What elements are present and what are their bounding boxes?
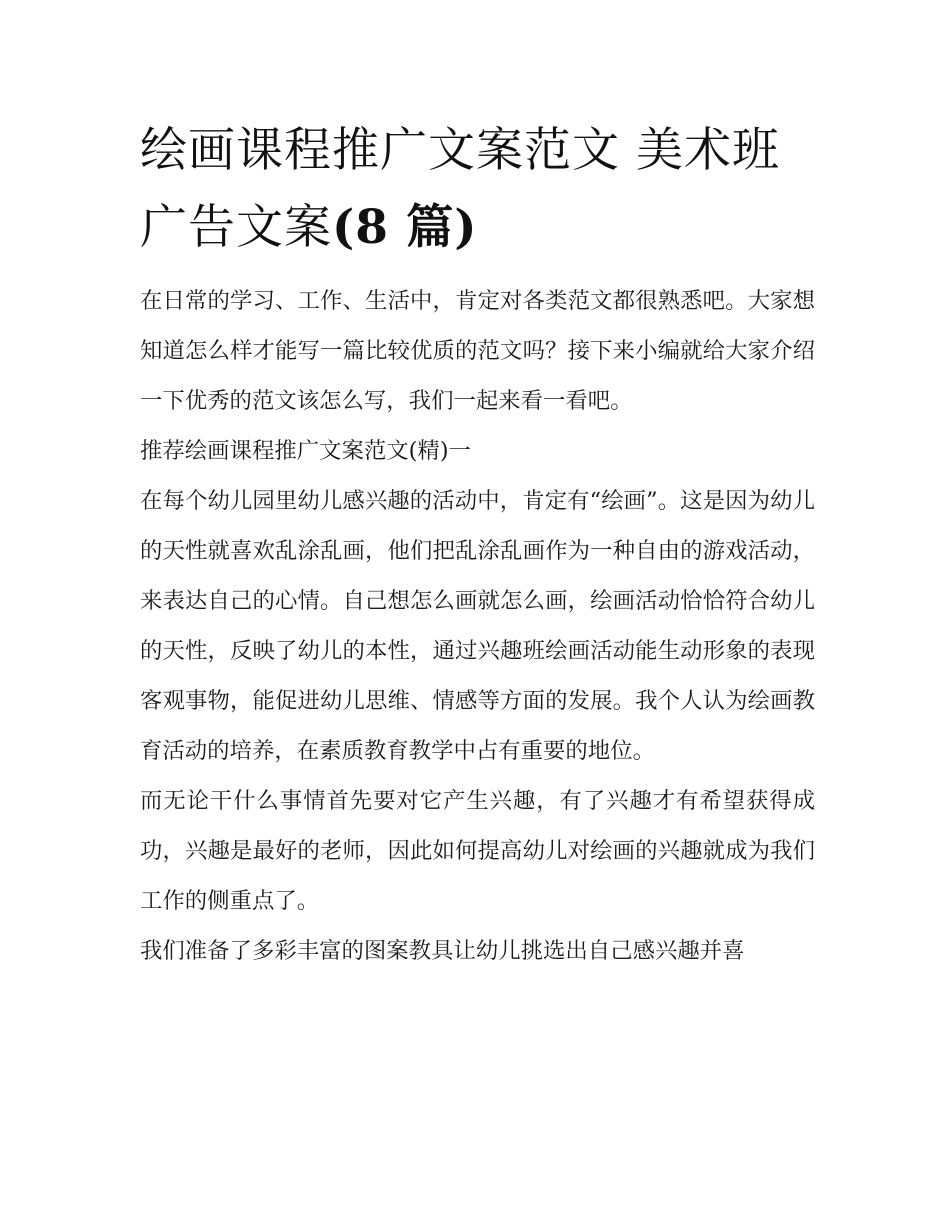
document-body	[140, 276, 815, 976]
body-paragraph: 在每个幼儿园里幼儿感兴趣的活动中，肯定有“绘画”。这是因为幼儿的天性就喜欢乱涂乱画，他们把乱涂乱画作为一种自由的游戏活动，来表达自己的心情。自己想怎么画就怎么画，绘画活动恰恰符合幼儿的天性，反映了幼儿的本性，通过兴趣班绘画活动能生动形象的表现客观事物，能促进幼儿思维、情感等方面的发展。我个人认为绘画教育活动的培养，在素质教育教学中占有重要的地位。	[140, 488, 815, 764]
body-paragraph: 我们准备了多彩丰富的图案教具让幼儿挑选出自己感兴趣并喜	[140, 938, 745, 964]
title-count-text: (8 篇)	[332, 200, 478, 255]
title-main-text: 绘画课程推广文案范文 美术班广告文案	[140, 123, 780, 255]
intro-paragraph: 在日常的学习、工作、生活中，肯定对各类范文都很熟悉吧。大家想知道怎么样才能写一篇比较优质的范文吗？接下来小编就给大家介绍一下优秀的范文该怎么写，我们一起来看一看吧。	[140, 288, 815, 414]
section-heading: 推荐绘画课程推广文案范文(精)一	[140, 438, 471, 464]
document-title	[140, 112, 820, 266]
body-paragraph: 而无论干什么事情首先要对它产生兴趣，有了兴趣才有希望获得成功，兴趣是最好的老师，因此如何提高幼儿对绘画的兴趣就成为我们工作的侧重点了。	[140, 788, 815, 914]
